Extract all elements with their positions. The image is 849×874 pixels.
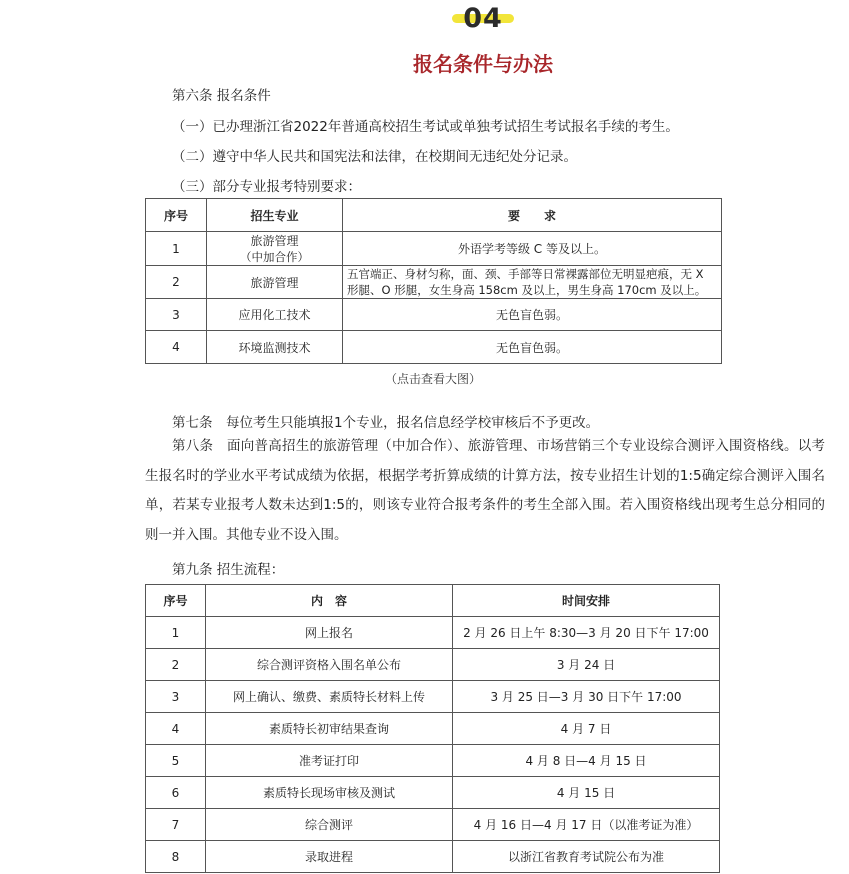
major-name: 旅游管理 [250,234,299,248]
column-header: 内 容 [206,585,453,617]
column-header: 时间安排 [453,585,720,617]
article6-item-3: （三）部分专业报考特别要求： [172,179,361,195]
column-header: 要 求 [343,199,722,232]
content-cell: 综合测评资格入围名单公布 [206,649,453,681]
row-number: 3 [146,681,206,713]
row-number: 4 [146,331,207,364]
table-row [146,681,720,713]
article6-item-2: （二）遵守中华人民共和国宪法和法律，在校期间无违纪处分记录。 [172,149,577,165]
major-name: 旅游管理 [207,266,343,299]
content-cell: 录取进程 [206,841,453,873]
content-cell: 准考证打印 [206,745,453,777]
time-cell: 4 月 15 日 [453,777,720,809]
article6-heading: 第六条 报名条件 [172,88,271,104]
row-number: 2 [146,266,207,299]
table-header-row [146,199,722,232]
article9-heading: 第九条 招生流程： [172,562,285,578]
major-name: 应用化工技术 [207,299,343,331]
row-number: 3 [146,299,207,331]
content-cell: 综合测评 [206,809,453,841]
table-row [146,809,720,841]
requirement-cell: 五官端正、身材匀称，面、颈、手部等日常裸露部位无明显疤痕，无 X 形腿、O 形腿，女生身高 158cm 及以上，男生身高 170cm 及以上。 [343,266,722,299]
view-large-image-link[interactable]: （点击查看大图） [384,372,481,386]
table-row [146,232,722,266]
major-cell [207,232,343,266]
row-number: 6 [146,777,206,809]
time-cell: 3 月 25 日—3 月 30 日下午 17:00 [453,681,720,713]
table-row [146,713,720,745]
table-row [146,777,720,809]
table-row [146,745,720,777]
column-header: 序号 [146,585,206,617]
time-cell: 2 月 26 日上午 8:30—3 月 20 日下午 17:00 [453,617,720,649]
article6-item-1: （一）已办理浙江省2022年普通高校招生考试或单独考试招生考试报名手续的考生。 [172,119,679,135]
table-row [146,649,720,681]
column-header: 序号 [146,199,207,232]
requirement-cell: 外语学考等级 C 等及以上。 [343,232,722,266]
section-number: 04 [463,3,503,34]
row-number: 1 [146,232,207,266]
content-cell: 网上确认、缴费、素质特长材料上传 [206,681,453,713]
row-number: 4 [146,713,206,745]
article8: 第八条 面向普高招生的旅游管理（中加合作）、旅游管理、市场营销三个专业设综合测评入围资格线。以考生报名时的学业水平考试成绩为依据，根据学考折算成绩的计算方法，按专业招生计划的1:5确定综合测评入围名单，若某专业报考人数未达到1:5的，则该专业符合报考条件的考生全部入围。若入围资格线出现考生总分相同的则一并入围。其他专业不设入围。 [145,438,825,543]
requirement-cell: 无色盲色弱。 [343,299,722,331]
content-cell: 素质特长现场审核及测试 [206,777,453,809]
content-cell: 素质特长初审结果查询 [206,713,453,745]
time-cell: 4 月 8 日—4 月 15 日 [453,745,720,777]
table-header-row [146,585,720,617]
major-subtitle: （中加合作） [240,250,309,264]
row-number: 2 [146,649,206,681]
row-number: 5 [146,745,206,777]
table-row [146,299,722,331]
time-cell: 以浙江省教育考试院公布为准 [453,841,720,873]
process-table [145,584,720,873]
table-row [146,841,720,873]
requirement-cell: 无色盲色弱。 [343,331,722,364]
time-cell: 4 月 7 日 [453,713,720,745]
row-number: 7 [146,809,206,841]
table-row [146,617,720,649]
major-name: 环境监测技术 [207,331,343,364]
content-cell: 网上报名 [206,617,453,649]
section-number-badge [452,2,514,36]
row-number: 1 [146,617,206,649]
article7: 第七条 每位考生只能填报1个专业，报名信息经学校审核后不予更改。 [172,415,600,431]
requirements-table[interactable] [145,198,722,364]
page-title: 报名条件与办法 [413,52,553,76]
time-cell: 4 月 16 日—4 月 17 日（以准考证为准） [453,809,720,841]
column-header: 招生专业 [207,199,343,232]
row-number: 8 [146,841,206,873]
table-row [146,266,722,299]
time-cell: 3 月 24 日 [453,649,720,681]
table-row [146,331,722,364]
